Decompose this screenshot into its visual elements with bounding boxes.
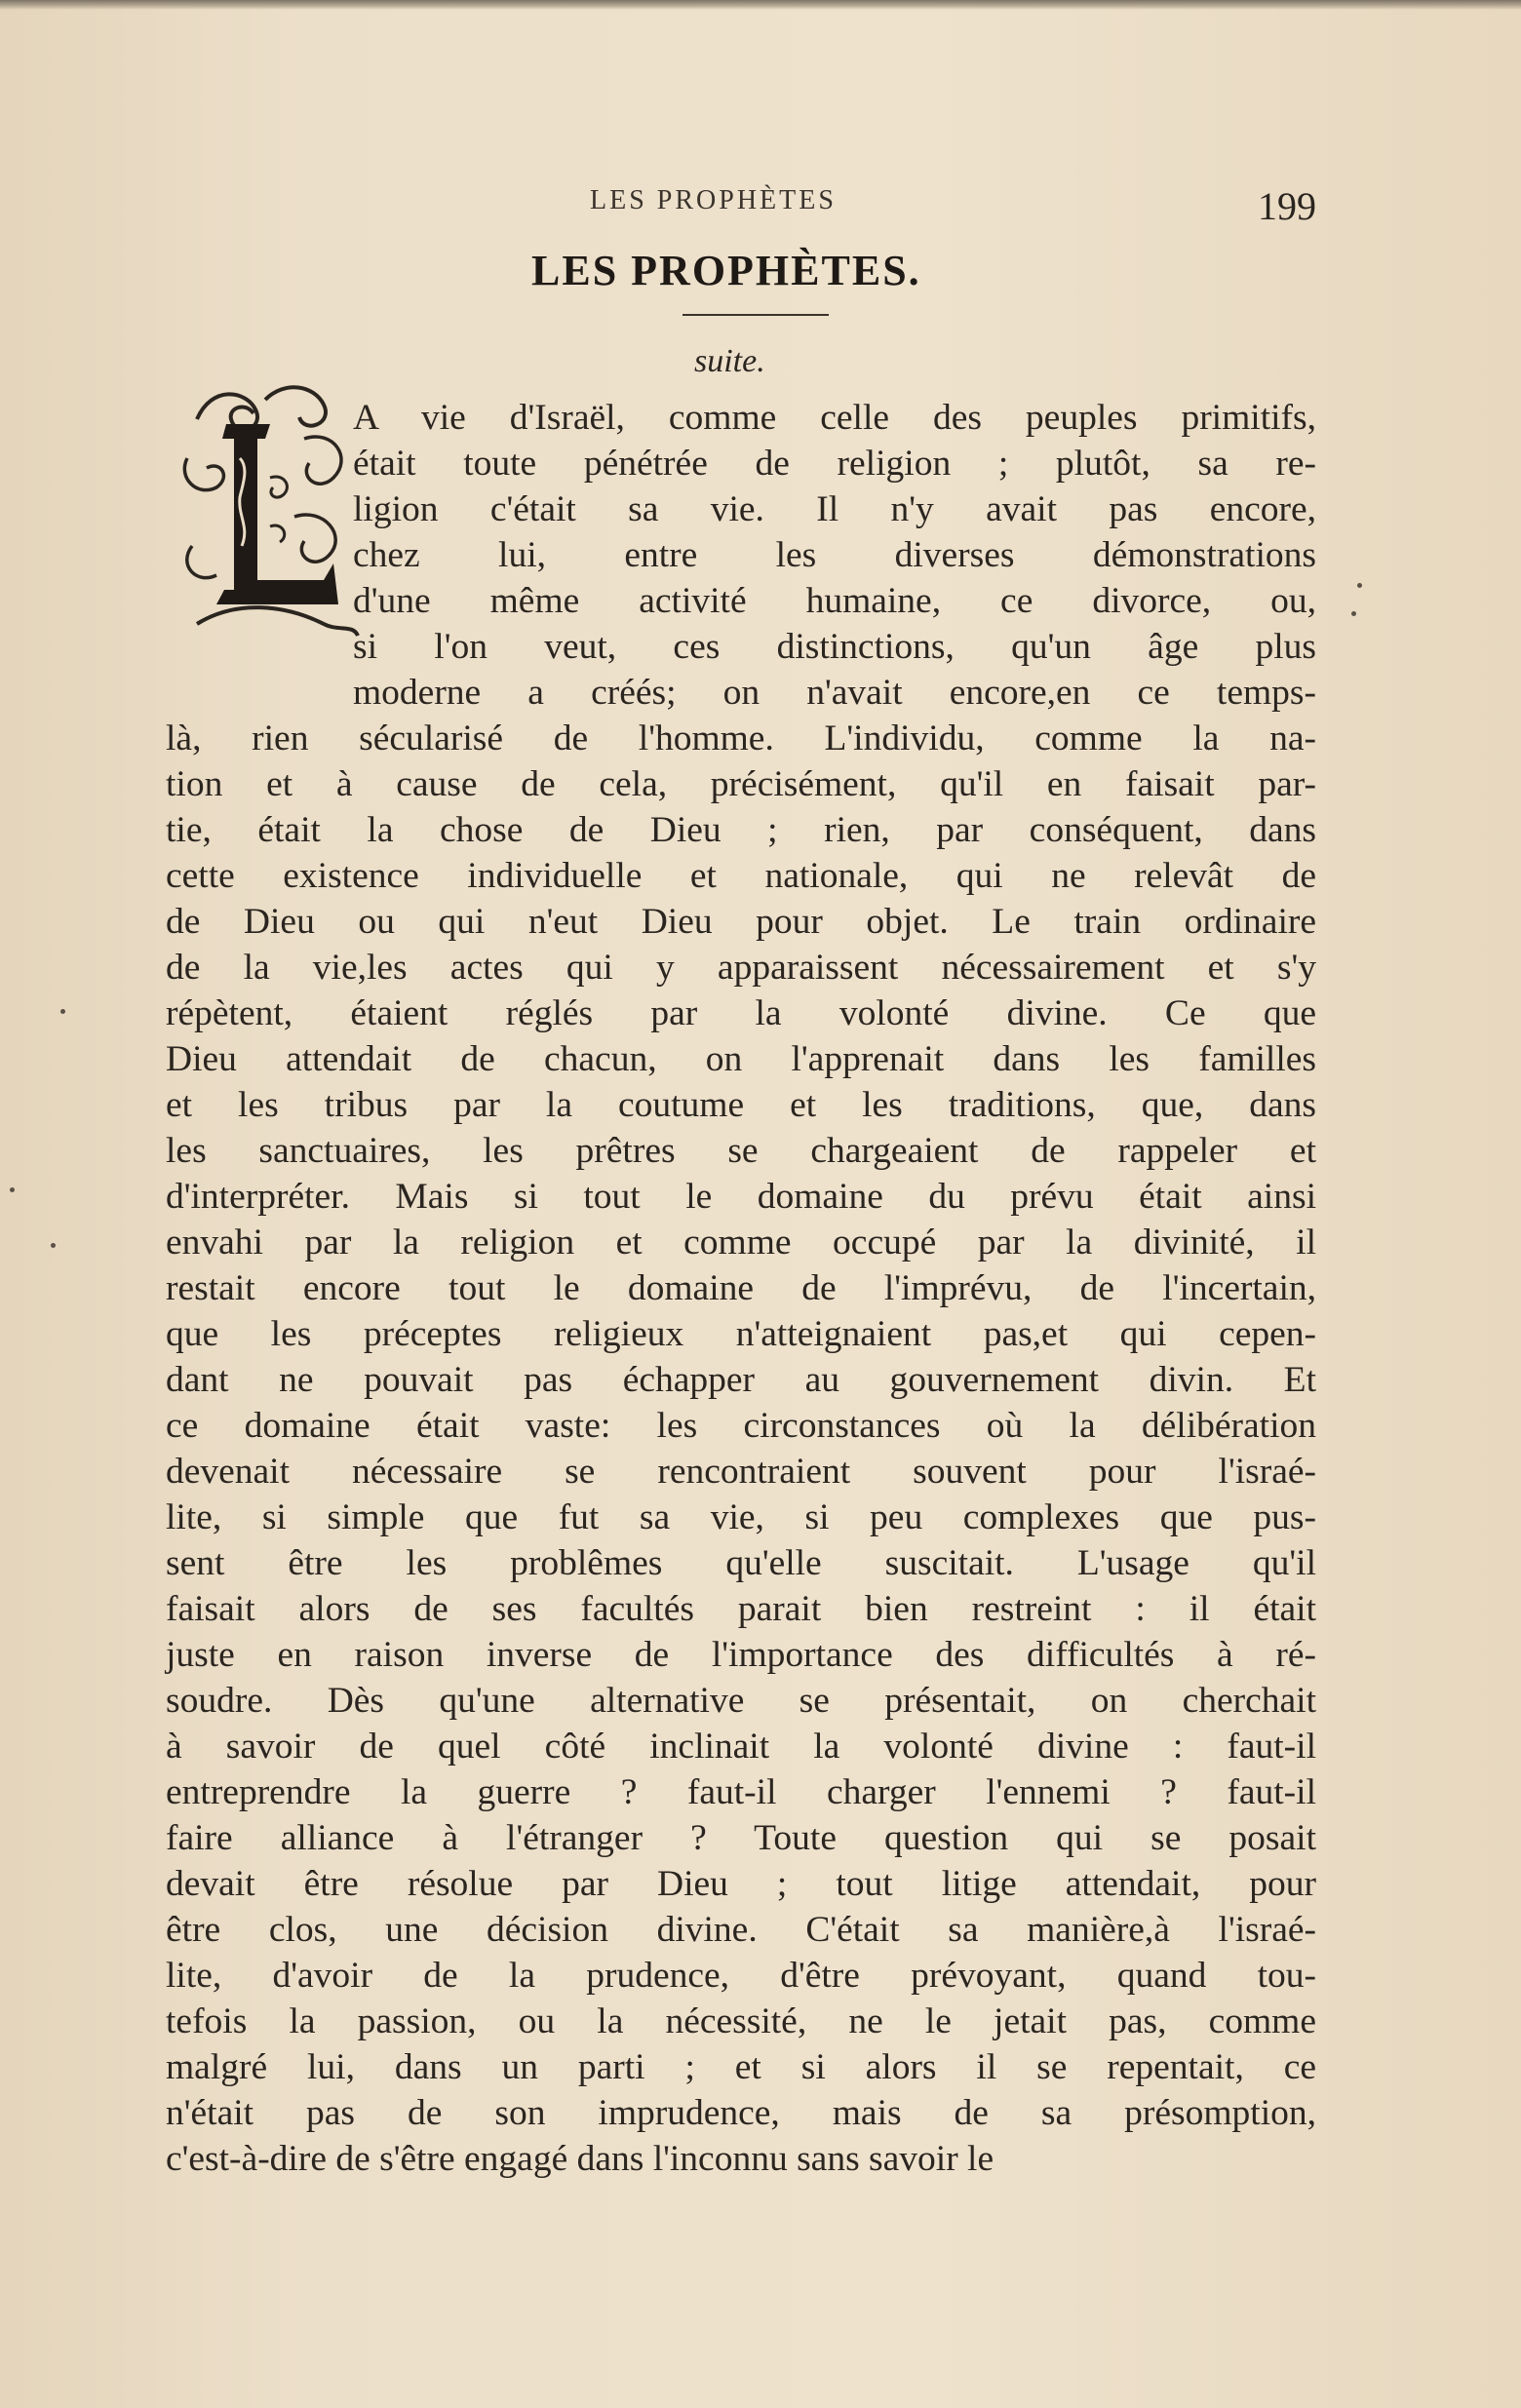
ornamental-initial (177, 380, 361, 641)
text-line: là, rien sécularisé de l'homme. L'individu, comme la na- (166, 719, 1316, 758)
text-line: ce domaine était vaste: les circonstances où la délibération (166, 1406, 1316, 1446)
text-line: dant ne pouvait pas échapper au gouvernement divin. Et (166, 1360, 1316, 1400)
text-line: et les tribus par la coutume et les traditions, que, dans (166, 1085, 1316, 1125)
ink-speck (1351, 611, 1356, 616)
text-line: d'interpréter. Mais si tout le domaine du prévu était ainsi (166, 1177, 1316, 1217)
text-line: répètent, étaient réglés par la volonté divine. Ce que (166, 993, 1316, 1033)
text-line: faisait alors de ses facultés parait bien restreint : il était (166, 1589, 1316, 1629)
text-line: malgré lui, dans un parti ; et si alors il se repentait, ce (166, 2047, 1316, 2087)
text-line: Dieu attendait de chacun, on l'apprenait dans les familles (166, 1039, 1316, 1079)
page-top-edge (0, 0, 1521, 10)
text-line: soudre. Dès qu'une alternative se présentait, on cherchait (166, 1681, 1316, 1721)
text-line: être clos, une décision divine. C'était sa manière,à l'israé- (166, 1910, 1316, 1950)
ink-speck (1357, 583, 1362, 588)
text-line: si l'on veut, ces distinctions, qu'un âge plus (353, 627, 1316, 667)
text-line: restait encore tout le domaine de l'imprévu, de l'incertain, (166, 1268, 1316, 1308)
text-line: tefois la passion, ou la nécessité, ne le jetait pas, comme (166, 2001, 1316, 2041)
text-line: c'est-à-dire de s'être engagé dans l'inconnu sans savoir le (166, 2139, 994, 2179)
text-line: devenait nécessaire se rencontraient souvent pour l'israé- (166, 1452, 1316, 1492)
text-line: était toute pénétrée de religion ; plutôt, sa re- (353, 444, 1316, 484)
text-line: faire alliance à l'étranger ? Toute question qui se posait (166, 1818, 1316, 1858)
text-line: n'était pas de son imprudence, mais de sa présomption, (166, 2093, 1316, 2133)
title-rule (682, 314, 829, 316)
text-line: lite, d'avoir de la prudence, d'être prévoyant, quand tou- (166, 1956, 1316, 1996)
ink-speck (51, 1243, 56, 1248)
initial-stem (216, 424, 338, 604)
text-line: tion et à cause de cela, précisément, qu'il en faisait par- (166, 764, 1316, 804)
text-line: à savoir de quel côté inclinait la volonté divine : faut-il (166, 1727, 1316, 1767)
text-line: les sanctuaires, les prêtres se chargeaient de rappeler et (166, 1131, 1316, 1171)
text-line: devait être résolue par Dieu ; tout litige attendait, pour (166, 1864, 1316, 1904)
text-line: chez lui, entre les diverses démonstrations (353, 535, 1316, 575)
text-line: tie, était la chose de Dieu ; rien, par conséquent, dans (166, 810, 1316, 850)
text-line: de la vie,les actes qui y apparaissent nécessairement et s'y (166, 948, 1316, 988)
chapter-subtitle: suite. (694, 343, 765, 379)
text-line: entreprendre la guerre ? faut-il charger l'ennemi ? faut-il (166, 1772, 1316, 1812)
text-line: cette existence individuelle et nationale, qui ne relevât de (166, 856, 1316, 896)
text-line: sent être les problêmes qu'elle suscitait. L'usage qu'il (166, 1543, 1316, 1583)
text-line: A vie d'Israël, comme celle des peuples primitifs, (353, 398, 1316, 438)
chapter-title: LES PROPHÈTES. (531, 247, 921, 294)
ink-speck (60, 1009, 65, 1014)
text-line: envahi par la religion et comme occupé par la divinité, il (166, 1223, 1316, 1262)
text-line: de Dieu ou qui n'eut Dieu pour objet. Le train ordinaire (166, 902, 1316, 942)
text-line: moderne a créés; on n'avait encore,en ce temps- (353, 673, 1316, 713)
text-line: ligion c'était sa vie. Il n'y avait pas encore, (353, 489, 1316, 529)
text-line: d'une même activité humaine, ce divorce, ou, (353, 581, 1316, 621)
text-line: que les préceptes religieux n'atteignaient pas,et qui cepen- (166, 1314, 1316, 1354)
running-head: LES PROPHÈTES (590, 185, 837, 215)
page-number: 199 (1258, 184, 1316, 228)
ink-speck (10, 1187, 15, 1192)
text-line: lite, si simple que fut sa vie, si peu complexes que pus- (166, 1497, 1316, 1537)
text-line: juste en raison inverse de l'importance des difficultés à ré- (166, 1635, 1316, 1675)
